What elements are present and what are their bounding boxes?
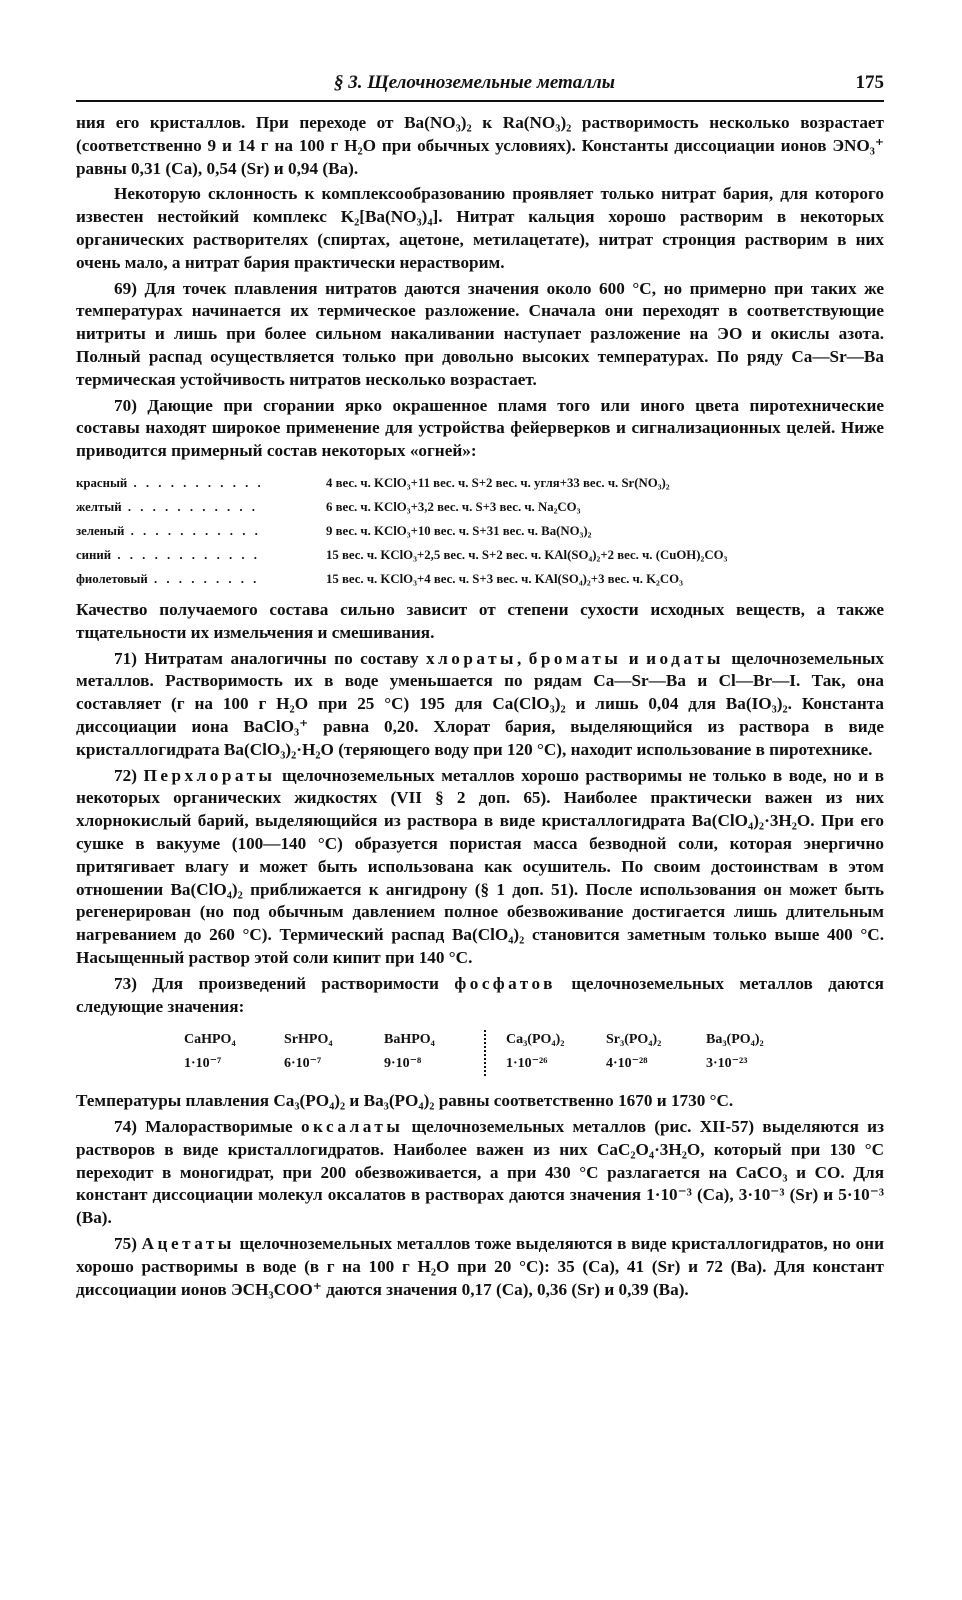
- page-header: [76, 70, 884, 102]
- term-bromates: броматы: [528, 648, 622, 668]
- paragraph-melting-points: Температуры плавления Ca₃(PO₄)₂ и Ba₃(PO₄)₂ равны соответственно 1670 и 1730 °C.: [76, 1091, 734, 1111]
- recipe-row: [76, 495, 884, 519]
- note-71-lead: 71) Нитратам аналогичны по составу: [114, 648, 427, 668]
- recipe-row: [76, 543, 884, 567]
- recipe-formula: 6 вес. ч. KClO₃+3,2 вес. ч. S+3 вес. ч. Na₂CO₃: [326, 499, 581, 514]
- note-70: 70) Дающие при сгорании ярко окрашенное пламя того или иного цвета пиротехнические составы находят широкое применение для устройства фейерверков и сигнализационных целей. Ниже приводится примерный состав некоторых «огней»:: [76, 395, 884, 461]
- recipe-name-text: синий: [76, 547, 112, 562]
- fireworks-recipes: [76, 471, 884, 591]
- note-73-body: щелочноземельных металлов даются следующие значения:: [76, 973, 884, 1016]
- recipe-row: [76, 567, 884, 591]
- recipe-formula: 9 вес. ч. KClO₃+10 вес. ч. S+31 вес. ч. Ba(NO₃)₂: [326, 523, 592, 538]
- term-chlorates: хлораты: [426, 648, 517, 668]
- paragraph-continuation: ния его кристаллов. При переходе от Ba(NO₃)₂ к Ra(NO₃)₂ растворимость несколько возрастает (соответственно 9 и 14 г на 100 г H₂O при обычных условиях). Константы диссоциации ионов ЭNO₃⁺ равны 0,31 (Ca), 0,54 (Sr) и 0,94 (Ba).: [76, 113, 884, 178]
- note-74: [76, 1116, 884, 1230]
- note-71-body: щелочноземельных металлов. Растворимость их в воде уменьшается по рядам Ca—Sr—Ba и Cl—Br—I. Так, она составляет (г на 100 г H₂O при 25 °C) 195 для Ca(ClO₃)₂ и лишь 0,04 для Ba(IO₃)₂. Константа диссоциации иона BaClO₃⁺ равна 0,20. Хлорат бария, выделяющийся из раствора в виде кристаллогидрата Ba(ClO₃)₂·H₂O (теряющего воду при 120 °C), находит использование в пиротехнике.: [76, 648, 885, 759]
- phosphate-value: 1·10⁻²⁶: [506, 1056, 548, 1072]
- phosphate-value: 4·10⁻²⁸: [606, 1056, 648, 1072]
- recipe-name-text: желтый: [76, 499, 122, 514]
- recipe-name: [76, 567, 326, 591]
- recipe-name-text: красный: [76, 475, 128, 490]
- leader-dots: . . . . . . . . . . . .: [111, 547, 260, 562]
- recipe-row: [76, 471, 884, 495]
- phosphate-column: [384, 1028, 484, 1076]
- term-separator: ,: [516, 648, 529, 668]
- recipe-formula: 15 вес. ч. KClO₃+2,5 вес. ч. S+2 вес. ч. KAl(SO₄)₂+2 вес. ч. (CuOH)₂CO₃: [326, 547, 728, 562]
- recipe-formula: 15 вес. ч. KClO₃+4 вес. ч. S+3 вес. ч. KAl(SO₄)₂+3 вес. ч. K₂CO₃: [326, 571, 683, 586]
- note-72-lead: 72): [114, 765, 144, 785]
- leader-dots: . . . . . . . . . . .: [124, 523, 261, 538]
- recipe-name-text: фиолетовый: [76, 571, 148, 586]
- phosphate-formula: Ca₃(PO₄)₂: [506, 1032, 565, 1048]
- note-74-lead: 74) Малорастворимые: [114, 1117, 301, 1137]
- phosphate-value: 9·10⁻⁸: [384, 1056, 422, 1072]
- recipe-row: [76, 519, 884, 543]
- phosphate-value: 3·10⁻²³: [706, 1056, 748, 1072]
- note-74-body: щелочноземельных металлов (рис. XII-57) выделяются из растворов в виде кристаллогидратов. Наиболее важен из них CaC₂O₄·3H₂O, который при 130 °C переходит в моногидрат, при 200 обезвоживается, а при 430 °C разлагается на CaCO₃ и CO. Для констант диссоциации молекул оксалатов в растворах даются значения 1·10⁻³ (Ca), 3·10⁻³ (Sr) и 5·10⁻³ (Ba).: [76, 1117, 884, 1228]
- body-text: [76, 112, 884, 1301]
- phosphate-formula: Sr₃(PO₄)₂: [606, 1032, 662, 1048]
- phosphate-column: [184, 1028, 284, 1076]
- running-head: § 3. Щелочноземельные металлы: [334, 72, 615, 93]
- phosphate-column: [506, 1028, 606, 1076]
- term-separator: и: [621, 648, 647, 668]
- page-number: 175: [855, 72, 884, 93]
- term-phosphates: фосфатов: [454, 973, 556, 993]
- paragraph-complexes: Некоторую склонность к комплексообразованию проявляет только нитрат бария, для которого известен нестойкий комплекс K₂[Ba(NO₃)₄]. Нитрат кальция хорошо растворим в некоторых органических растворителях (спиртах, ацетоне, метилацетате), нитрат стронция растворим в них очень мало, а нитрат бария практически нерастворим.: [76, 184, 884, 272]
- term-acetates: Ацетаты: [141, 1234, 235, 1254]
- term-oxalates: оксалаты: [300, 1117, 404, 1137]
- note-73-lead: 73) Для произведений растворимости: [114, 973, 455, 993]
- note-71: [76, 648, 884, 762]
- note-72: [76, 765, 884, 970]
- note-69: 69) Для точек плавления нитратов даются значения около 600 °C, но примерно при таких же температурах начинается их термическое разложение. Сначала они переходят в соответствующие нитриты и лишь при более сильном накаливании наступает разложение на ЭО и окислы азота. Полный распад осуществляется только при довольно высоких температурах. По ряду Ca—Sr—Ba термическая устойчивость нитратов несколько возрастает.: [76, 278, 884, 389]
- note-73: [76, 973, 884, 1019]
- note-72-body: щелочноземельных металлов хорошо растворимы не только в воде, но и в некоторых органических жидкостях (VII § 2 доп. 65). Наиболее практически важен из них хлорнокислый барий, выделяющийся из раствора в виде кристаллогидрата Ba(ClO₄)₂·3H₂O. При его сушке в вакууме (100—140 °C) образуется пористая масса безводной соли, которая энергично притягивает влагу и может быть использована как осушитель. По своим достоинствам в этом отношении Ba(ClO₄)₂ приближается к ангидрону (§ 1 доп. 51). После использования он может быть регенерирован (но под обычным давлением полное обезвоживание достигается лишь длительным нагреванием до 260 °C). Термический распад Ba(ClO₄)₂ становится заметным только выше 400 °C. Насыщенный раствор этой соли кипит при 140 °C.: [76, 765, 884, 967]
- phosphate-value: 1·10⁻⁷: [184, 1056, 222, 1072]
- recipe-name: [76, 495, 326, 519]
- note-75: [76, 1233, 884, 1301]
- leader-dots: . . . . . . . . . . .: [127, 475, 264, 490]
- note-75-lead: 75): [114, 1234, 142, 1254]
- phosphate-column: [606, 1028, 706, 1076]
- term-perchlorates: Перхлораты: [143, 765, 276, 785]
- phosphate-column: [706, 1028, 806, 1076]
- phosphate-value: 6·10⁻⁷: [284, 1056, 322, 1072]
- phosphate-column: [284, 1028, 384, 1076]
- recipe-name: [76, 519, 326, 543]
- phosphate-formula: SrHPO₄: [284, 1032, 333, 1048]
- phosphate-formula: BaHPO₄: [384, 1032, 435, 1048]
- term-iodates: иодаты: [646, 648, 724, 668]
- recipe-name: [76, 543, 326, 567]
- paragraph-quality: Качество получаемого состава сильно зависит от степени сухости исходных веществ, а также тщательности их измельчения и смешивания.: [76, 599, 884, 642]
- leader-dots: . . . . . . . . .: [147, 571, 260, 586]
- recipe-formula: 4 вес. ч. KClO₃+11 вес. ч. S+2 вес. ч. угля+33 вес. ч. Sr(NO₃)₂: [326, 475, 670, 490]
- recipe-name-text: зеленый: [76, 523, 125, 538]
- phosphate-formula: Ba₃(PO₄)₂: [706, 1032, 764, 1048]
- recipe-name: [76, 471, 326, 495]
- note-75-body: щелочноземельных металлов тоже выделяются в виде кристаллогидратов, но они хорошо растворимы в воде (в г на 100 г H₂O при 20 °C): 35 (Ca), 41 (Sr) и 72 (Ba). Для констант диссоциации ионов ЭCH₃COO⁺ даются значения 0,17 (Ca), 0,36 (Sr) и 0,39 (Ba).: [76, 1234, 884, 1299]
- dotted-separator: [484, 1030, 488, 1076]
- leader-dots: . . . . . . . . . . .: [121, 499, 259, 514]
- phosphate-solubility-table: [184, 1028, 884, 1076]
- phosphate-formula: CaHPO₄: [184, 1032, 236, 1048]
